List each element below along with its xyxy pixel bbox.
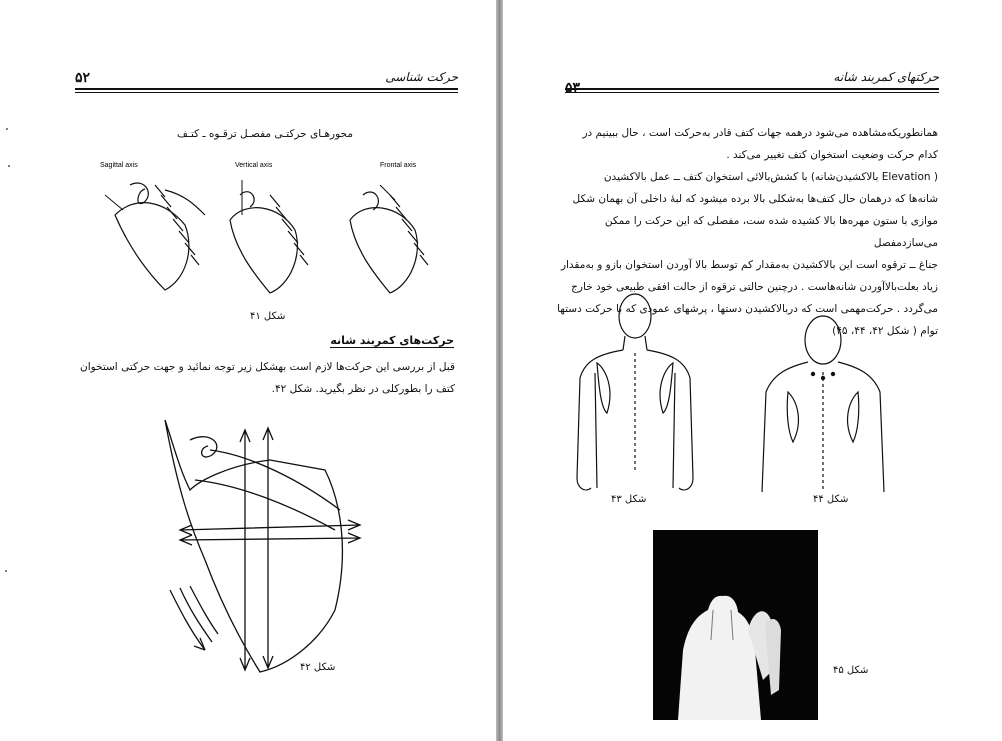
section-heading: حرکت‌های کمربند شانه	[330, 334, 454, 347]
section-paragraph: قبل از بررسی این حرکت‌ها لازم است بهشکل زیر توجه نمائید و جهت حرکتی استخوان کتف را بطورکلی در نظر بگیرید. شکل ۴۲.	[80, 361, 455, 395]
paragraph-line: توام ( شکل ۴۲، ۴۴، ۴۵)	[832, 325, 938, 337]
paragraph-line: جناغ ــ ترقوه است این بالاکشیدن به‌مقدار کم توسط بالا آوردن استخوان بازو و به‌مقدار	[560, 259, 938, 271]
running-title: حرکت شناسی	[385, 70, 458, 84]
margin-speck	[5, 570, 7, 572]
fig45-caption: شکل ۴۵	[833, 665, 869, 676]
page-number: ۵۲	[75, 70, 91, 86]
paragraph-line: زیاد بعلت‌بالاآوردن شانه‌هاست . درچنین حالتی ترقوه از حالت افقی طبیعی خود خارج	[571, 281, 938, 293]
header-rule	[565, 88, 939, 90]
paragraph-line: کدام حرکت وضعیت استخوان کتف تغییر می‌کند .	[726, 149, 938, 161]
axis-label-frontal: Frontal axis	[380, 162, 417, 169]
margin-speck	[6, 128, 8, 130]
header-rule-thin	[565, 92, 939, 93]
fig42-caption: شکل ۴۲	[300, 662, 336, 673]
running-title: حرکتهای کمربند شانه	[833, 70, 939, 84]
header-rule	[75, 88, 458, 90]
paragraph-line: شانه‌ها که درهمان حال کتف‌ها به‌شکلی بالا برده میشود که لبه‌ٔ داخلی آن بهمان شکل	[572, 193, 938, 205]
margin-speck	[8, 165, 10, 167]
figure-45-photo	[653, 530, 818, 720]
paragraph-line: ( Elevation بالاکشیدن‌شانه) با کشش‌بالائی استخوان کتف ــ عمل بالاکشیدن	[603, 171, 938, 183]
book-gutter	[496, 0, 503, 741]
figure-45-silhouette	[653, 530, 818, 720]
fig44-caption: شکل ۴۴	[813, 494, 849, 505]
fig41-title: محورهـای حرکتـی مفصـل ترقـوه ـ کتـف	[177, 128, 353, 140]
figure-43-back-view	[575, 288, 695, 503]
axis-label-vertical: Vertical axis	[235, 162, 273, 169]
figure-44-back-view-elevated	[758, 312, 888, 497]
fig41-caption: شکل ۴۱	[250, 311, 286, 322]
fig43-caption: شکل ۴۳	[611, 494, 647, 505]
header-rule-thin	[75, 92, 458, 93]
paragraph-line: می‌گردد . حرکت‌مهمی است که دربالاکشیدن دستها ، پرشهای عمودی که با حرکت دستها	[557, 303, 938, 315]
left-page	[0, 0, 496, 741]
paragraph-line: همانطوریکه‌مشاهده می‌شود درهمه جهات کتف قادر به‌حرکت است ، حال ببینیم در	[582, 127, 938, 139]
page-header	[565, 70, 939, 94]
figure-41-scapula-axes	[95, 155, 455, 305]
axis-label-sagittal: Sagittal axis	[100, 162, 138, 169]
paragraph-line: موازی با ستون مهره‌ها بالا کشیده شده ست، مفصلی که این حرکت را ممکن می‌سازد‌مفصل	[604, 215, 938, 249]
right-page	[503, 0, 1002, 741]
figure-42-scapula-directions	[150, 410, 380, 680]
page-header	[75, 70, 458, 94]
